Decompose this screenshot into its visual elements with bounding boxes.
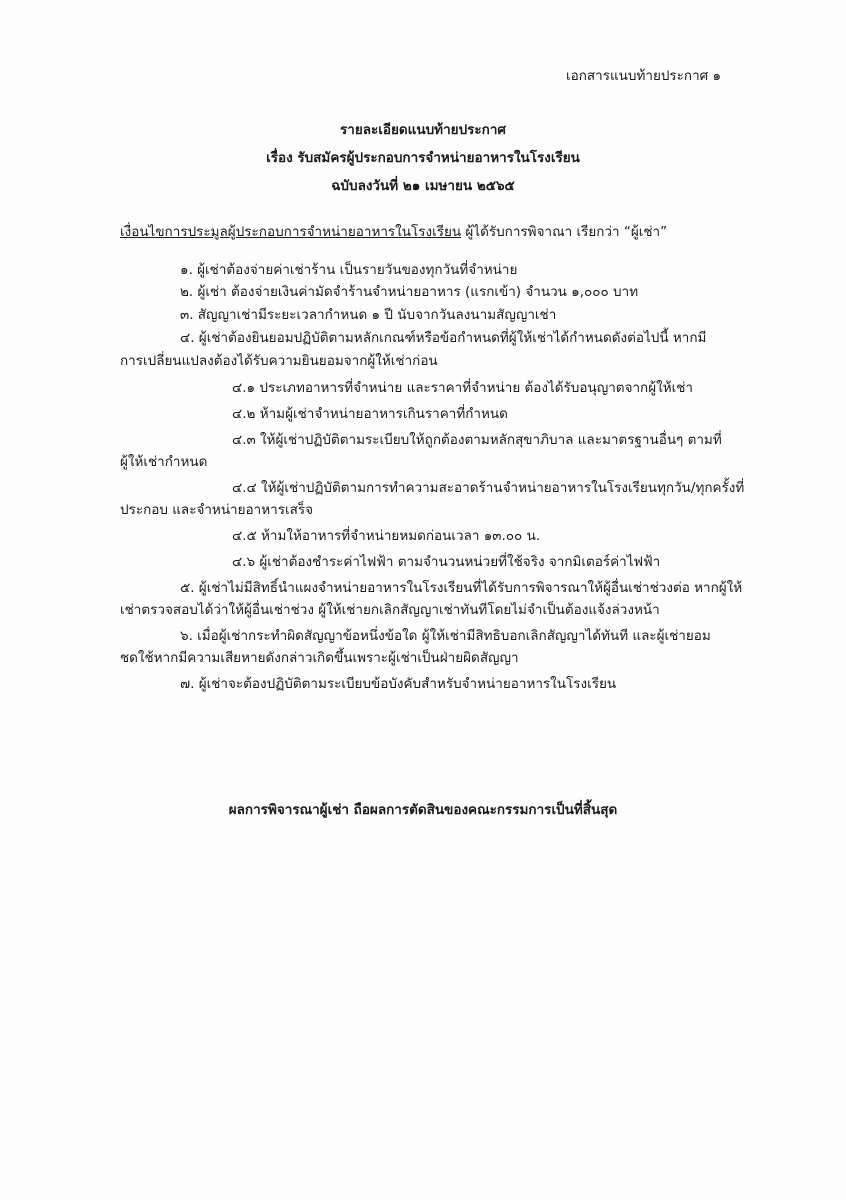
list-item: ๕. ผู้เช่าไม่มีสิทธิ์นำแผงจำหน่ายอาหารในโรงเรียนที่ได้รับการพิจารณาให้ผู้อื่นเช่าช่วงต่อ หากผู้ให้ [180, 580, 743, 596]
sub-item: ๔.๑ ประเภทอาหารที่จำหน่าย และราคาที่จำหน่าย ต้องได้รับอนุญาตจากผู้ให้เช่า [232, 380, 693, 396]
list-item-continuation: การเปลี่ยนแปลงต้องได้รับความยินยอมจากผู้ให้เช่าก่อน [120, 353, 438, 369]
list-item: ๒. ผู้เช่า ต้องจ่ายเงินค่ามัดจำร้านจำหน่ายอาหาร (แรกเข้า) จำนวน ๑,๐๐๐ บาท [180, 284, 639, 300]
attachment-reference: เอกสารแนบท้ายประกาศ ๑ [566, 68, 722, 84]
list-item-continuation: เช่าตรวจสอบได้ว่าให้ผู้อื่นเช่าช่วง ผู้ให้เช่ายกเลิกสัญญาเช่าทันทีโดยไม่จำเป็นต้องแจ้งล่วงหน้า [120, 602, 660, 618]
sub-item: ๔.๒ ห้ามผู้เช่าจำหน่ายอาหารเกินราคาที่กำหนด [232, 406, 508, 422]
document-date: ฉบับลงวันที่ ๒๑ เมษายน ๒๕๖๕ [331, 178, 515, 194]
conclusion-statement: ผลการพิจารณาผู้เช่า ถือผลการตัดสินของคณะกรรมการเป็นที่สิ้นสุด [228, 802, 618, 818]
list-item-continuation: ชดใช้หากมีความเสียหายดังกล่าวเกิดขึ้นเพราะผู้เช่าเป็นฝ่ายผิดสัญญา [120, 650, 519, 666]
sub-item: ๔.๖ ผู้เช่าต้องชำระค่าไฟฟ้า ตามจำนวนหน่วยที่ใช้จริง จากมิเตอร์ค่าไฟฟ้า [232, 554, 661, 570]
list-item: ๑. ผู้เช่าต้องจ่ายค่าเช่าร้าน เป็นรายวันของทุกวันที่จำหน่าย [180, 262, 518, 278]
sub-item: ๔.๔ ให้ผู้เช่าปฏิบัติตามการทำความสะอาดร้านจำหน่ายอาหารในโรงเรียนทุกวัน/ทุกครั้งที่ [232, 480, 745, 496]
list-item: ๗. ผู้เช่าจะต้องปฏิบัติตามระเบียบข้อบังคับสำหรับจำหน่ายอาหารในโรงเรียน [180, 676, 617, 692]
list-item: ๔. ผู้เช่าต้องยินยอมปฏิบัติตามหลักเกณฑ์หรือข้อกำหนดที่ผู้ให้เช่าได้กำหนดดังต่อไปนี้ หากมี [180, 330, 707, 346]
conditions-heading: เงื่อนไขการประมูลผู้ประกอบการจำหน่ายอาหารในโรงเรียน [120, 224, 462, 240]
document-title: รายละเอียดแนบท้ายประกาศ [340, 122, 506, 138]
document-subject: เรื่อง รับสมัครผู้ประกอบการจำหน่ายอาหารในโรงเรียน [266, 150, 580, 166]
sub-item: ๔.๕ ห้ามให้อาหารที่จำหน่ายหมดก่อนเวลา ๑๓.๐๐ น. [232, 528, 541, 544]
list-item: ๖. เมื่อผู้เช่ากระทำผิดสัญญาข้อหนึ่งข้อใด ผู้ให้เช่ามีสิทธิบอกเลิกสัญญาได้ทันที และผู้เช่ายอม [180, 628, 711, 644]
sub-item-continuation: ประกอบ และจำหน่ายอาหารเสร็จ [120, 502, 313, 518]
conditions-intro-text: ผู้ได้รับการพิจาณา เรียกว่า “ผู้เช่า” [461, 224, 668, 240]
conditions-intro [120, 222, 667, 242]
list-item: ๓. สัญญาเช่ามีระยะเวลากำหนด ๑ ปี นับจากวันลงนามสัญญาเช่า [180, 307, 557, 323]
sub-item-continuation: ผู้ให้เช่ากำหนด [120, 454, 208, 470]
sub-item: ๔.๓ ให้ผู้เช่าปฏิบัติตามระเบียบให้ถูกต้องตามหลักสุขาภิบาล และมาตรฐานอื่นๆ ตามที่ [232, 432, 722, 448]
